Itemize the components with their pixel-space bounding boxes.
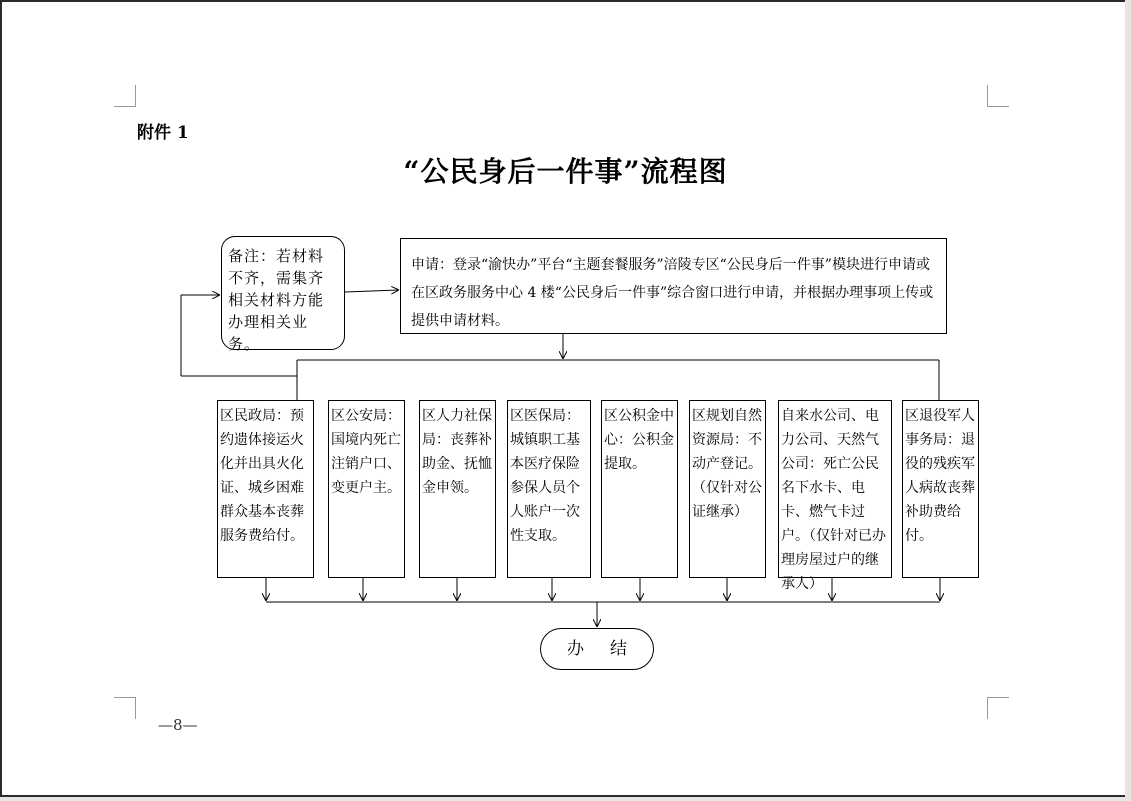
dept-box-natural-resources: 区规划自然资源局：不动产登记。（仅针对公证继承） (689, 400, 766, 578)
application-box: 申请：登录“渝快办”平台“主题套餐服务”涪陵专区“公民身后一件事”模块进行申请或在区政务服务中心 4 楼“公民身后一件事”综合窗口进行申请，并根据办理事项上传或提供申请材料。 (400, 238, 947, 334)
end-node: 办结 (540, 628, 654, 670)
dept-box-veterans-affairs: 区退役军人事务局：退役的残疾军人病故丧葬补助费给付。 (902, 400, 979, 578)
note-box: 备注：若材料不齐，需集齐相关材料方能办理相关业务。 (221, 236, 345, 350)
dept-box-civil-affairs: 区民政局：预约遗体接运火化并出具火化证、城乡困难群众基本丧葬服务费给付。 (217, 400, 314, 578)
dept-box-public-security: 区公安局：国境内死亡注销户口、变更户主。 (328, 400, 405, 578)
attachment-label: 附件 1 (137, 123, 189, 143)
page-title: “公民身后一件事”流程图 (403, 155, 728, 188)
dept-box-social-security: 区人力社保局：丧葬补助金、抚恤金申领。 (419, 400, 496, 578)
dept-box-medical-insurance: 区医保局：城镇职工基本医疗保险参保人员个人账户一次性支取。 (507, 400, 591, 578)
page-number: —8— (158, 716, 198, 734)
dept-box-housing-fund: 区公积金中心：公积金提取。 (601, 400, 678, 578)
dept-box-utilities: 自来水公司、电力公司、天然气公司：死亡公民名下水卡、电卡、燃气卡过户。（仅针对已办理房屋过户的继承人） (778, 400, 892, 578)
